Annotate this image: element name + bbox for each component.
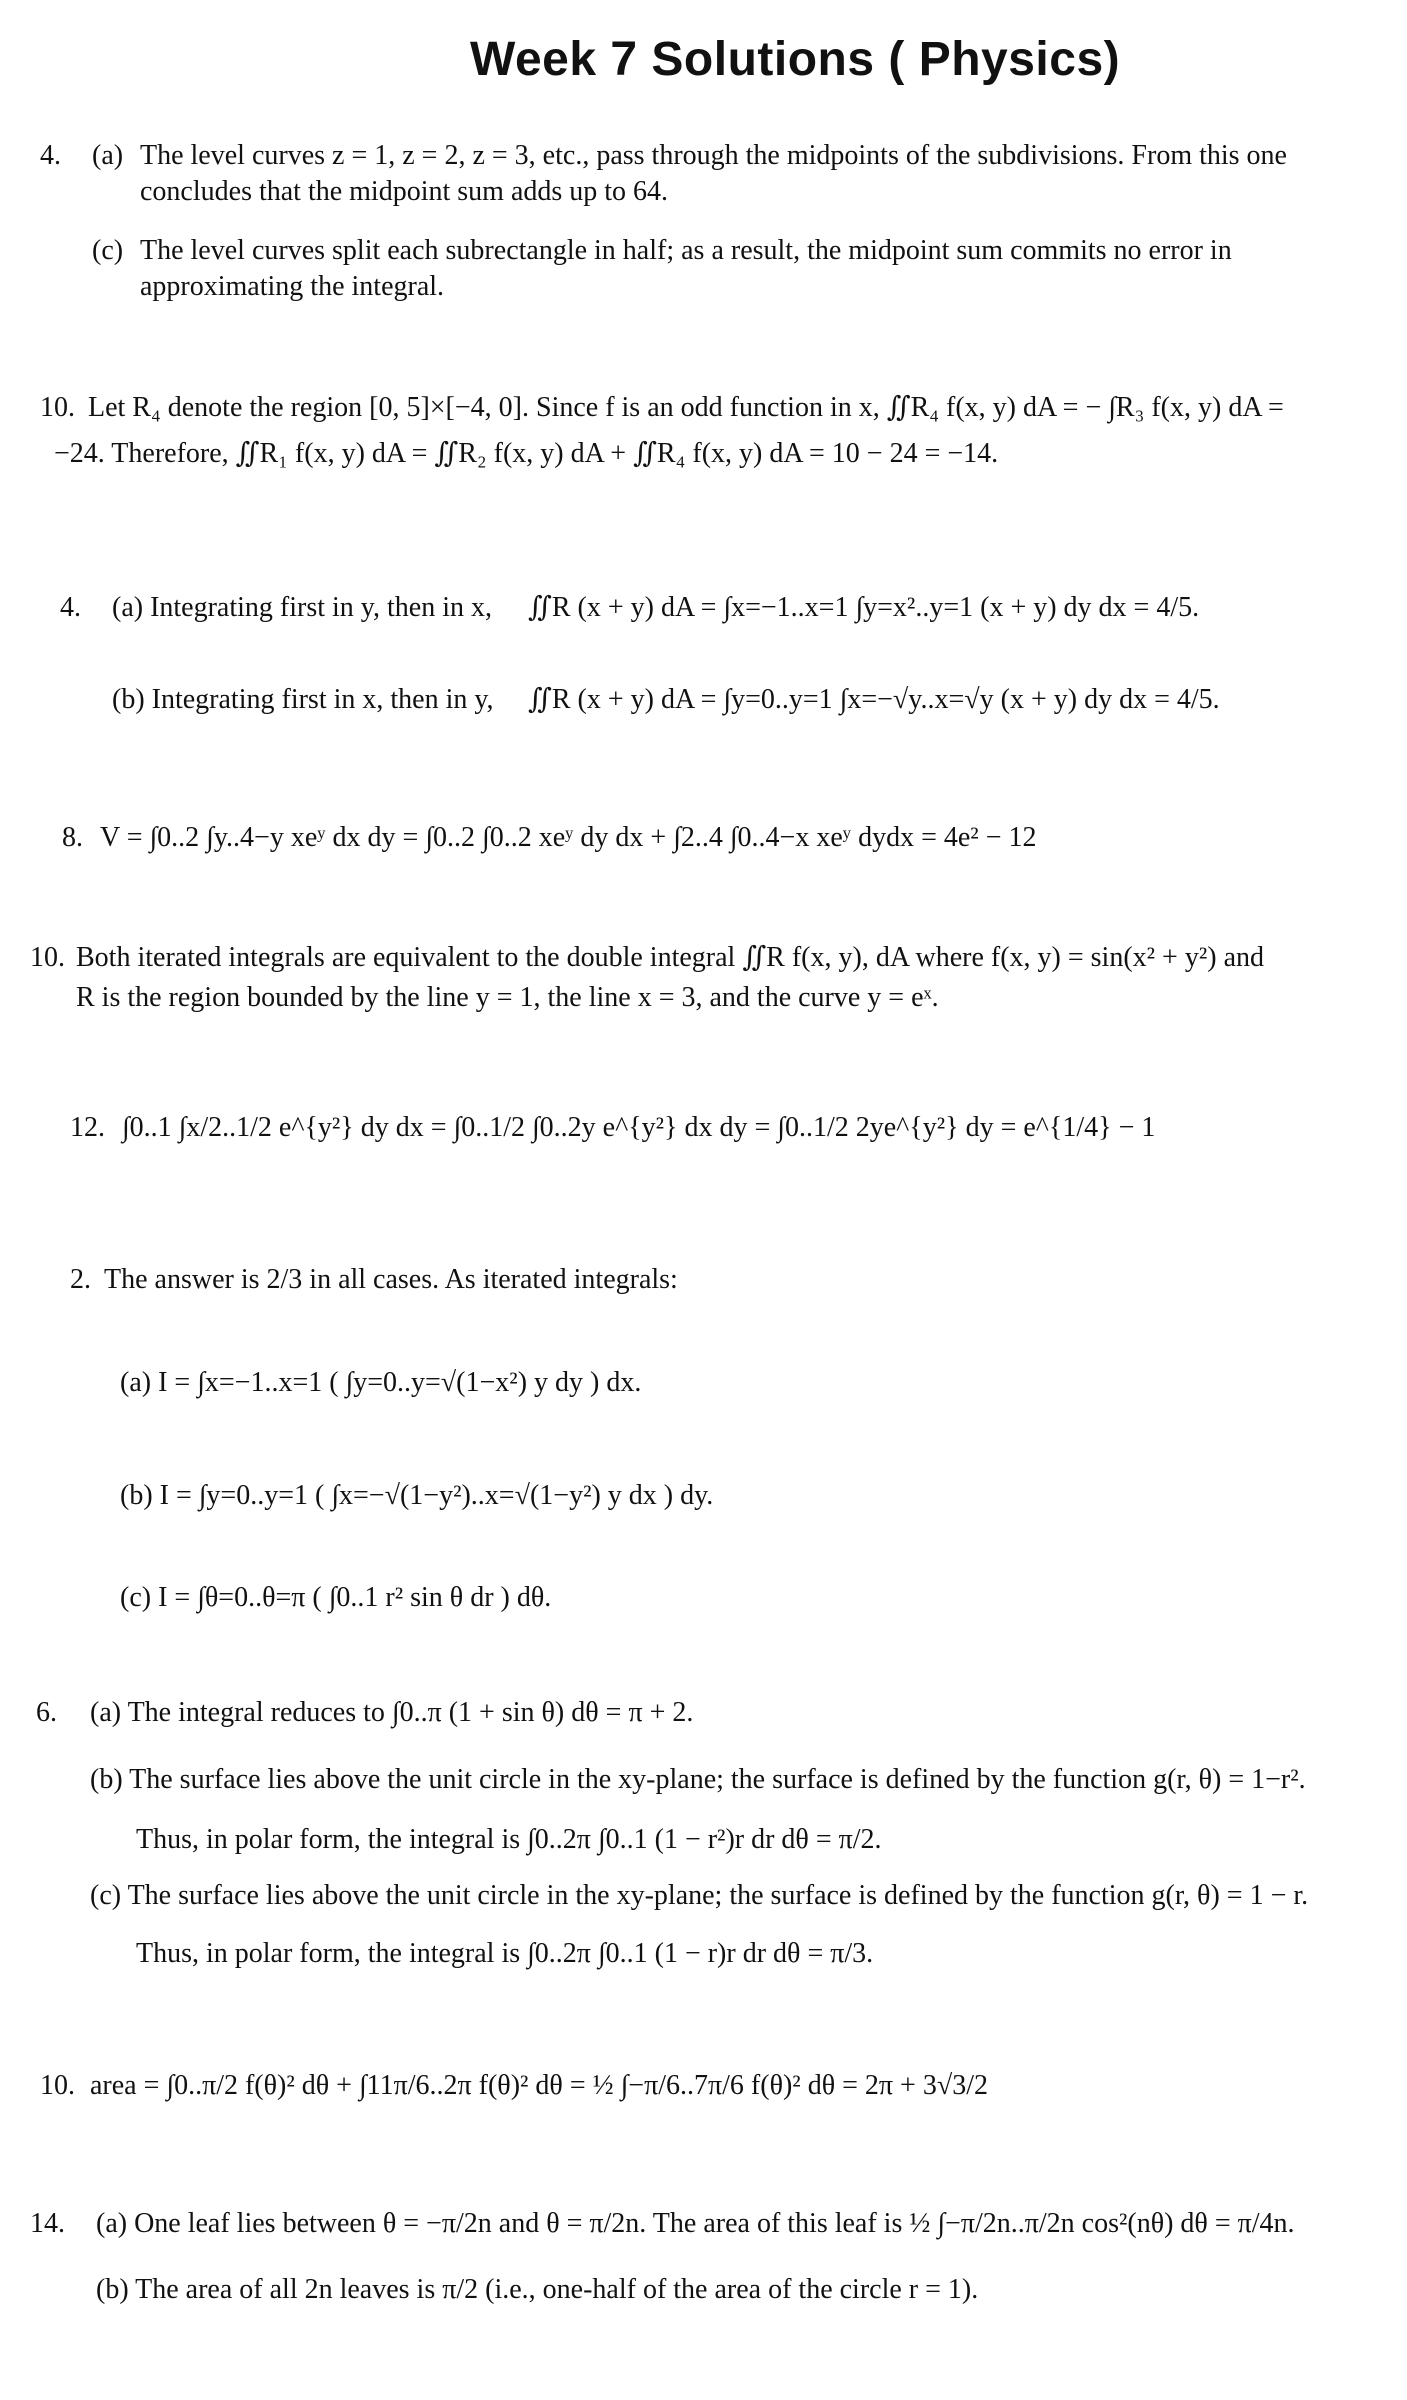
part-b-equation: ∬R (x + y) dA = ∫y=0..y=1 ∫x=−√y..x=√y (x + y) dy dx = 4/5. (528, 684, 1220, 715)
part-a-equation: ∬R (x + y) dA = ∫x=−1..x=1 ∫y=x²..y=1 (x + y) dy dx = 4/5. (528, 592, 1200, 623)
part-b-equation: (b) I = ∫y=0..y=1 ( ∫x=−√(1−y²)..x=√(1−y²) y dx ) dy. (120, 1480, 714, 1511)
part-label-a: (a) (92, 140, 124, 171)
problem-number: 8. (62, 822, 83, 853)
part-label-c: (c) (92, 235, 124, 266)
part-b-text-2: Thus, in polar form, the integral is ∫0..2π ∫0..1 (1 − r²)r dr dθ = π/2. (136, 1824, 882, 1855)
problem-number: 12. (70, 1112, 105, 1143)
problem-number: 4. (60, 592, 81, 623)
part-a-text: (a) The integral reduces to ∫0..π (1 + sin θ) dθ = π + 2. (90, 1697, 694, 1728)
volume-equation: V = ∫0..2 ∫y..4−y xeʸ dx dy = ∫0..2 ∫0..2 xeʸ dy dx + ∫2..4 ∫0..4−x xeʸ dydx = 4e² − 12 (100, 822, 1037, 853)
text-line-2: R is the region bounded by the line y = 1, the line x = 3, and the curve y = eˣ. (76, 982, 939, 1013)
intro-text: The answer is 2/3 in all cases. As iterated integrals: (104, 1264, 678, 1295)
part-b-text: (b) Integrating first in x, then in y, (112, 684, 494, 715)
problem-number: 10. (40, 2070, 75, 2101)
page-title: Week 7 Solutions ( Physics) (470, 33, 1121, 86)
part-c-text-1: (c) The surface lies above the unit circle in the xy-plane; the surface is defined by the function g(r, θ) = 1 − r. (90, 1880, 1309, 1911)
problem-number: 2. (70, 1264, 91, 1295)
part-c-text: The level curves split each subrectangle in half; as a result, the midpoint sum commits no error in approximating the integral. (140, 235, 1232, 302)
problem-number: 6. (36, 1697, 57, 1728)
text-line-1: Both iterated integrals are equivalent to the double integral ∬R f(x, y), dA where f(x, y) = sin(x² + y²) and (76, 942, 1264, 973)
area-equation: area = ∫0..π/2 f(θ)² dθ + ∫11π/6..2π f(θ)² dθ = ½ ∫−π/6..7π/6 f(θ)² dθ = 2π + 3√3/2 (90, 2070, 988, 2101)
text-line-1: Let R₄ denote the region [0, 5]×[−4, 0]. Since f is an odd function in x, ∬R₄ f(x, y) dA = − ∫R₃ f(x, y) dA = (88, 392, 1284, 423)
part-a-text: (a) Integrating first in y, then in x, (112, 592, 492, 623)
part-c-equation: (c) I = ∫θ=0..θ=π ( ∫0..1 r² sin θ dr ) dθ. (120, 1582, 552, 1613)
problem-number: 10. (30, 942, 65, 973)
reverse-order-equation: ∫0..1 ∫x/2..1/2 e^{y²} dy dx = ∫0..1/2 ∫0..2y e^{y²} dx dy = ∫0..1/2 2ye^{y²} dy = e^{1/4} − 1 (122, 1112, 1156, 1143)
part-b-text-1: (b) The surface lies above the unit circle in the xy-plane; the surface is defined by the function g(r, θ) = 1−r². (90, 1764, 1306, 1795)
problem-number: 4. (40, 140, 61, 171)
part-a-equation: (a) I = ∫x=−1..x=1 ( ∫y=0..y=√(1−x²) y dy ) dx. (120, 1367, 642, 1398)
part-a-text: (a) One leaf lies between θ = −π/2n and θ = π/2n. The area of this leaf is ½ ∫−π/2n..π/2n cos²(nθ) dθ = π/4n. (96, 2208, 1295, 2239)
part-b-text: (b) The area of all 2n leaves is π/2 (i.e., one-half of the area of the circle r = 1). (96, 2274, 979, 2305)
part-c-text-2: Thus, in polar form, the integral is ∫0..2π ∫0..1 (1 − r)r dr dθ = π/3. (136, 1938, 874, 1969)
text-line-2: −24. Therefore, ∬R₁ f(x, y) dA = ∬R₂ f(x, y) dA + ∬R₄ f(x, y) dA = 10 − 24 = −14. (54, 438, 999, 469)
part-a-text: The level curves z = 1, z = 2, z = 3, etc., pass through the midpoints of the subdivisions. From this one concludes that the midpoint sum adds up to 64. (140, 140, 1287, 207)
problem-number: 14. (30, 2208, 65, 2239)
problem-number: 10. (40, 392, 75, 423)
